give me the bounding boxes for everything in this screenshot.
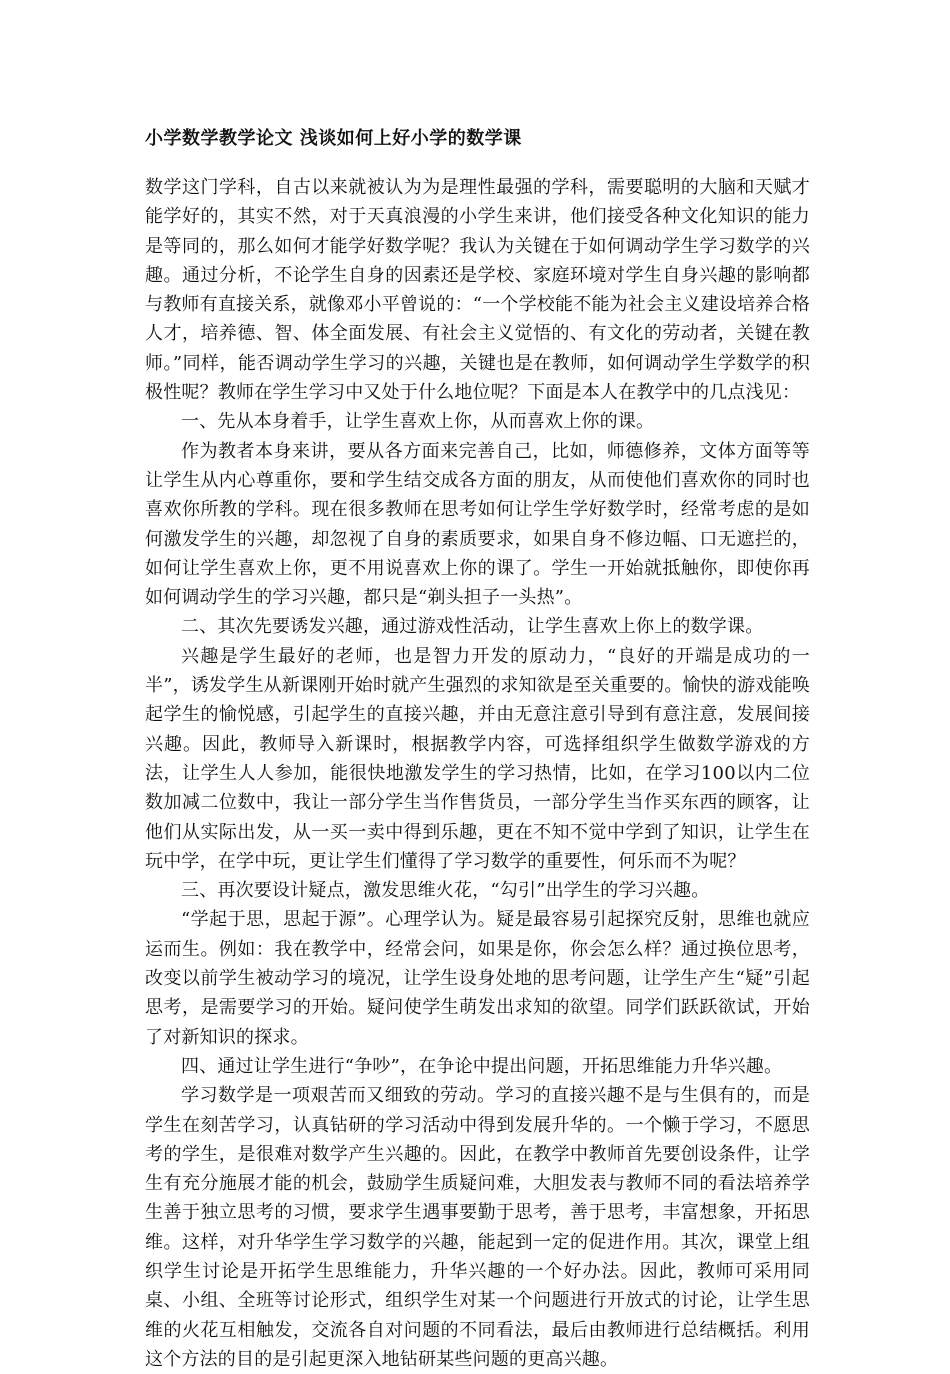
document-title: 小学数学教学论文 浅谈如何上好小学的数学课 [145, 128, 522, 149]
section-paragraph-4: 学习数学是一项艰苦而又细致的劳动。学习的直接兴趣不是与生俱有的，而是学生在刻苦学习，认真钻研的学习活动中得到发展升华的。一个懒于学习，不愿思考的学生，是很难对数学产生兴趣的。因此，在教学中教师首先要创设条件，让学生有充分施展才能的机会，鼓励学生质疑问难，大胆发表与教师不同的看法培养学生善于独立思考的习惯，要求学生遇事要勤于思考，善于思考，丰富想象，开拓思维。这样，对升华学生学习数学的兴趣，能起到一定的促进作用。其次，课堂上组织学生讨论是开拓学生思维能力，升华兴趣的一个好办法。因此，教师可采用同桌、小组、全班等讨论形式，组织学生对某一个问题进行开放式的讨论，让学生思维的火花互相触发，交流各自对问题的不同看法，最后由教师进行总结概括。利用这个方法的目的是引起更深入地钻研某些问题的更高兴趣。 [145, 1085, 810, 1370]
intro-paragraph: 数学这门学科，自古以来就被认为为是理性最强的学科，需要聪明的大脑和天赋才能学好的，其实不然，对于天真浪漫的小学生来讲，他们接受各种文化知识的能力是等同的，那么如何才能学好数学呢？我认为关键在于如何调动学生学习数学的兴趣。通过分析，不论学生自身的因素还是学校、家庭环境对学生自身兴趣的影响都与教师有直接关系，就像邓小平曾说的：“一个学校能不能为社会主义建设培养合格人才，培养德、智、体全面发展、有社会主义觉悟的、有文化的劳动者，关键在教师。”同样，能否调动学生学习的兴趣，关键也是在教师，如何调动学生学数学的积极性呢？教师在学生学习中又处于什么地位呢？下面是本人在教学中的几点浅见： [145, 177, 810, 404]
section-paragraph-3: “学起于思，思起于源”。心理学认为。疑是最容易引起探究反射，思维也就应运而生。例如：我在教学中，经常会问，如果是你，你会怎么样？通过换位思考，改变以前学生被动学习的境况，让学生设身处地的思考问题，让学生产生“疑”引起思考，是需要学习的开始。疑问使学生萌发出求知的欲望。同学们跃跃欲试，开始了对新知识的探求。 [145, 909, 810, 1048]
section-paragraph-2: 兴趣是学生最好的老师，也是智力开发的原动力，“良好的开端是成功的一半”，诱发学生从新课刚开始时就产生强烈的求知欲是至关重要的。愉快的游戏能唤起学生的愉悦感，引起学生的直接兴趣，并由无意注意引导到有意注意，发展间接兴趣。因此，教师导入新课时，根据教学内容，可选择组织学生做数学游戏的方法，让学生人人参加，能很快地激发学生的学习热情，比如，在学习100以内二位数加减二位数中，我让一部分学生当作售货员，一部分学生当作买东西的顾客，让他们从实际出发，从一买一卖中得到乐趣，更在不知不觉中学到了知识，让学生在玩中学，在学中玩，更让学生们懂得了学习数学的重要性，何乐而不为呢？ [145, 645, 810, 872]
section-heading-4: 四、通过让学生进行“争吵”，在争论中提出问题，开拓思维能力升华兴趣。 [181, 1055, 783, 1077]
section-heading-2: 二、其次先要诱发兴趣，通过游戏性活动，让学生喜欢上你上的数学课。 [181, 616, 764, 638]
section-heading-3: 三、再次要设计疑点，激发思维火花，“勾引”出学生的学习兴趣。 [181, 880, 710, 902]
document-body [145, 173, 810, 1374]
section-paragraph-1: 作为教者本身来讲，要从各方面来完善自己，比如，师德修养，文体方面等等让学生从内心尊重你，要和学生结交成各方面的朋友，从而使他们喜欢你的同时也喜欢你所教的学科。现在很多教师在思考如何让学生学好数学时，经常考虑的是如何激发学生的兴趣，却忽视了自身的素质要求，如果自身不修边幅、口无遮拦的，如何让学生喜欢上你，更不用说喜欢上你的课了。学生一开始就抵触你，即使你再如何调动学生的学习兴趣，都只是“剃头担子一头热”。 [145, 440, 810, 609]
section-heading-1: 一、先从本身着手，让学生喜欢上你，从而喜欢上你的课。 [181, 411, 655, 433]
